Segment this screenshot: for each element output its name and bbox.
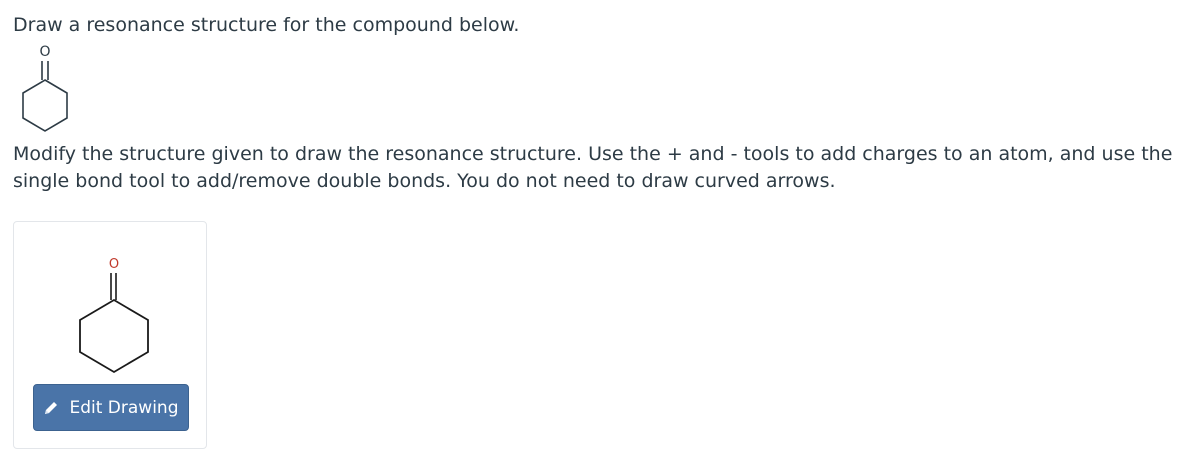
instructions-text: Modify the structure given to draw the resonance structure. Use the + and - tools to add charges to an atom, and use the single bond tool to add/remove double bonds. You do not need to draw curved arrows. <box>13 143 1173 192</box>
answer-structure-preview <box>69 234 159 374</box>
edit-drawing-button[interactable] <box>33 384 189 431</box>
drawing-answer-card <box>13 221 207 449</box>
pencil-icon <box>43 400 59 416</box>
edit-drawing-label: Edit Drawing <box>69 397 179 418</box>
answer-oxygen-label: O <box>108 257 120 272</box>
cyclohexanone-structure-image <box>10 40 80 135</box>
question-prompt: Draw a resonance structure for the compound below. <box>13 14 520 36</box>
oxygen-atom-label: O <box>39 44 51 60</box>
